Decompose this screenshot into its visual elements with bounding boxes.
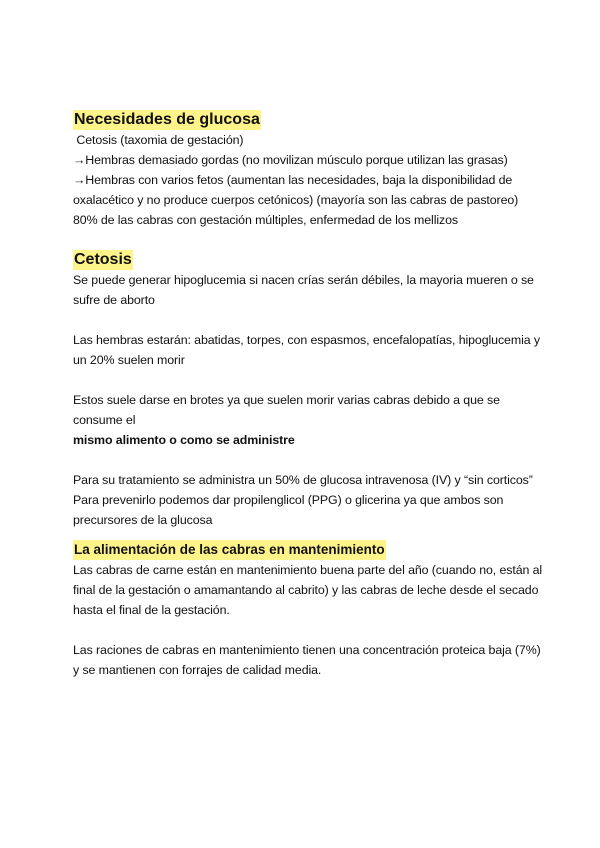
heading-alimentacion-mantenimiento: La alimentación de las cabras en mantenimiento [73, 540, 386, 560]
paragraph-sintomas: Las hembras estarán: abatidas, torpes, con espasmos, encefalopatías, hipoglucemia y un 20% suelen morir [73, 333, 540, 367]
paragraph-hembras-gordas: →Hembras demasiado gordas (no movilizan músculo porque utilizan las grasas) [73, 153, 508, 167]
paragraph-hipoglucemia: Se puede generar hipoglucemia si nacen crías serán débiles, la mayoria mueren o se sufre de aborto [73, 273, 534, 307]
paragraph-raciones: Las raciones de cabras en mantenimiento tienen una concentración proteica baja (7%) y se mantienen con forrajes de calidad media. [73, 643, 541, 677]
paragraph-cabras-carne: Las cabras de carne están en mantenimiento buena parte del año (cuando no, están al final de la gestación o amamantando al cabrito) y las cabras de leche desde el secado hasta el final de la gestación. [73, 563, 543, 617]
paragraph-mismo-alimento: mismo alimento o como se administre [73, 433, 295, 447]
paragraph-brotes: Estos suele darse en brotes ya que suelen morir varias cabras debido a que se consume el [73, 393, 500, 427]
heading-necesidades-glucosa: Necesidades de glucosa [74, 111, 260, 128]
paragraph-mellizos: 80% de las cabras con gestación múltiples, enfermedad de los mellizos [73, 213, 458, 227]
paragraph-cetosis-taxomia: Cetosis (taxomia de gestación) [73, 133, 244, 147]
paragraph-prevencion: Para prevenirlo podemos dar propilenglicol (PPG) o glicerina ya que ambos son precursores de la glucosa [73, 493, 504, 527]
paragraph-hembras-fetos: →Hembras con varios fetos (aumentan las necesidades, baja la disponibilidad de oxalacético y no produce cuerpos cetónicos) (mayoría son las cabras de pastoreo) [73, 173, 519, 207]
paragraph-tratamiento: Para su tratamiento se administra un 50% de glucosa intravenosa (IV) y “sin corticos” [73, 473, 533, 487]
heading-cetosis: Cetosis [74, 251, 132, 268]
document-content [73, 110, 543, 680]
